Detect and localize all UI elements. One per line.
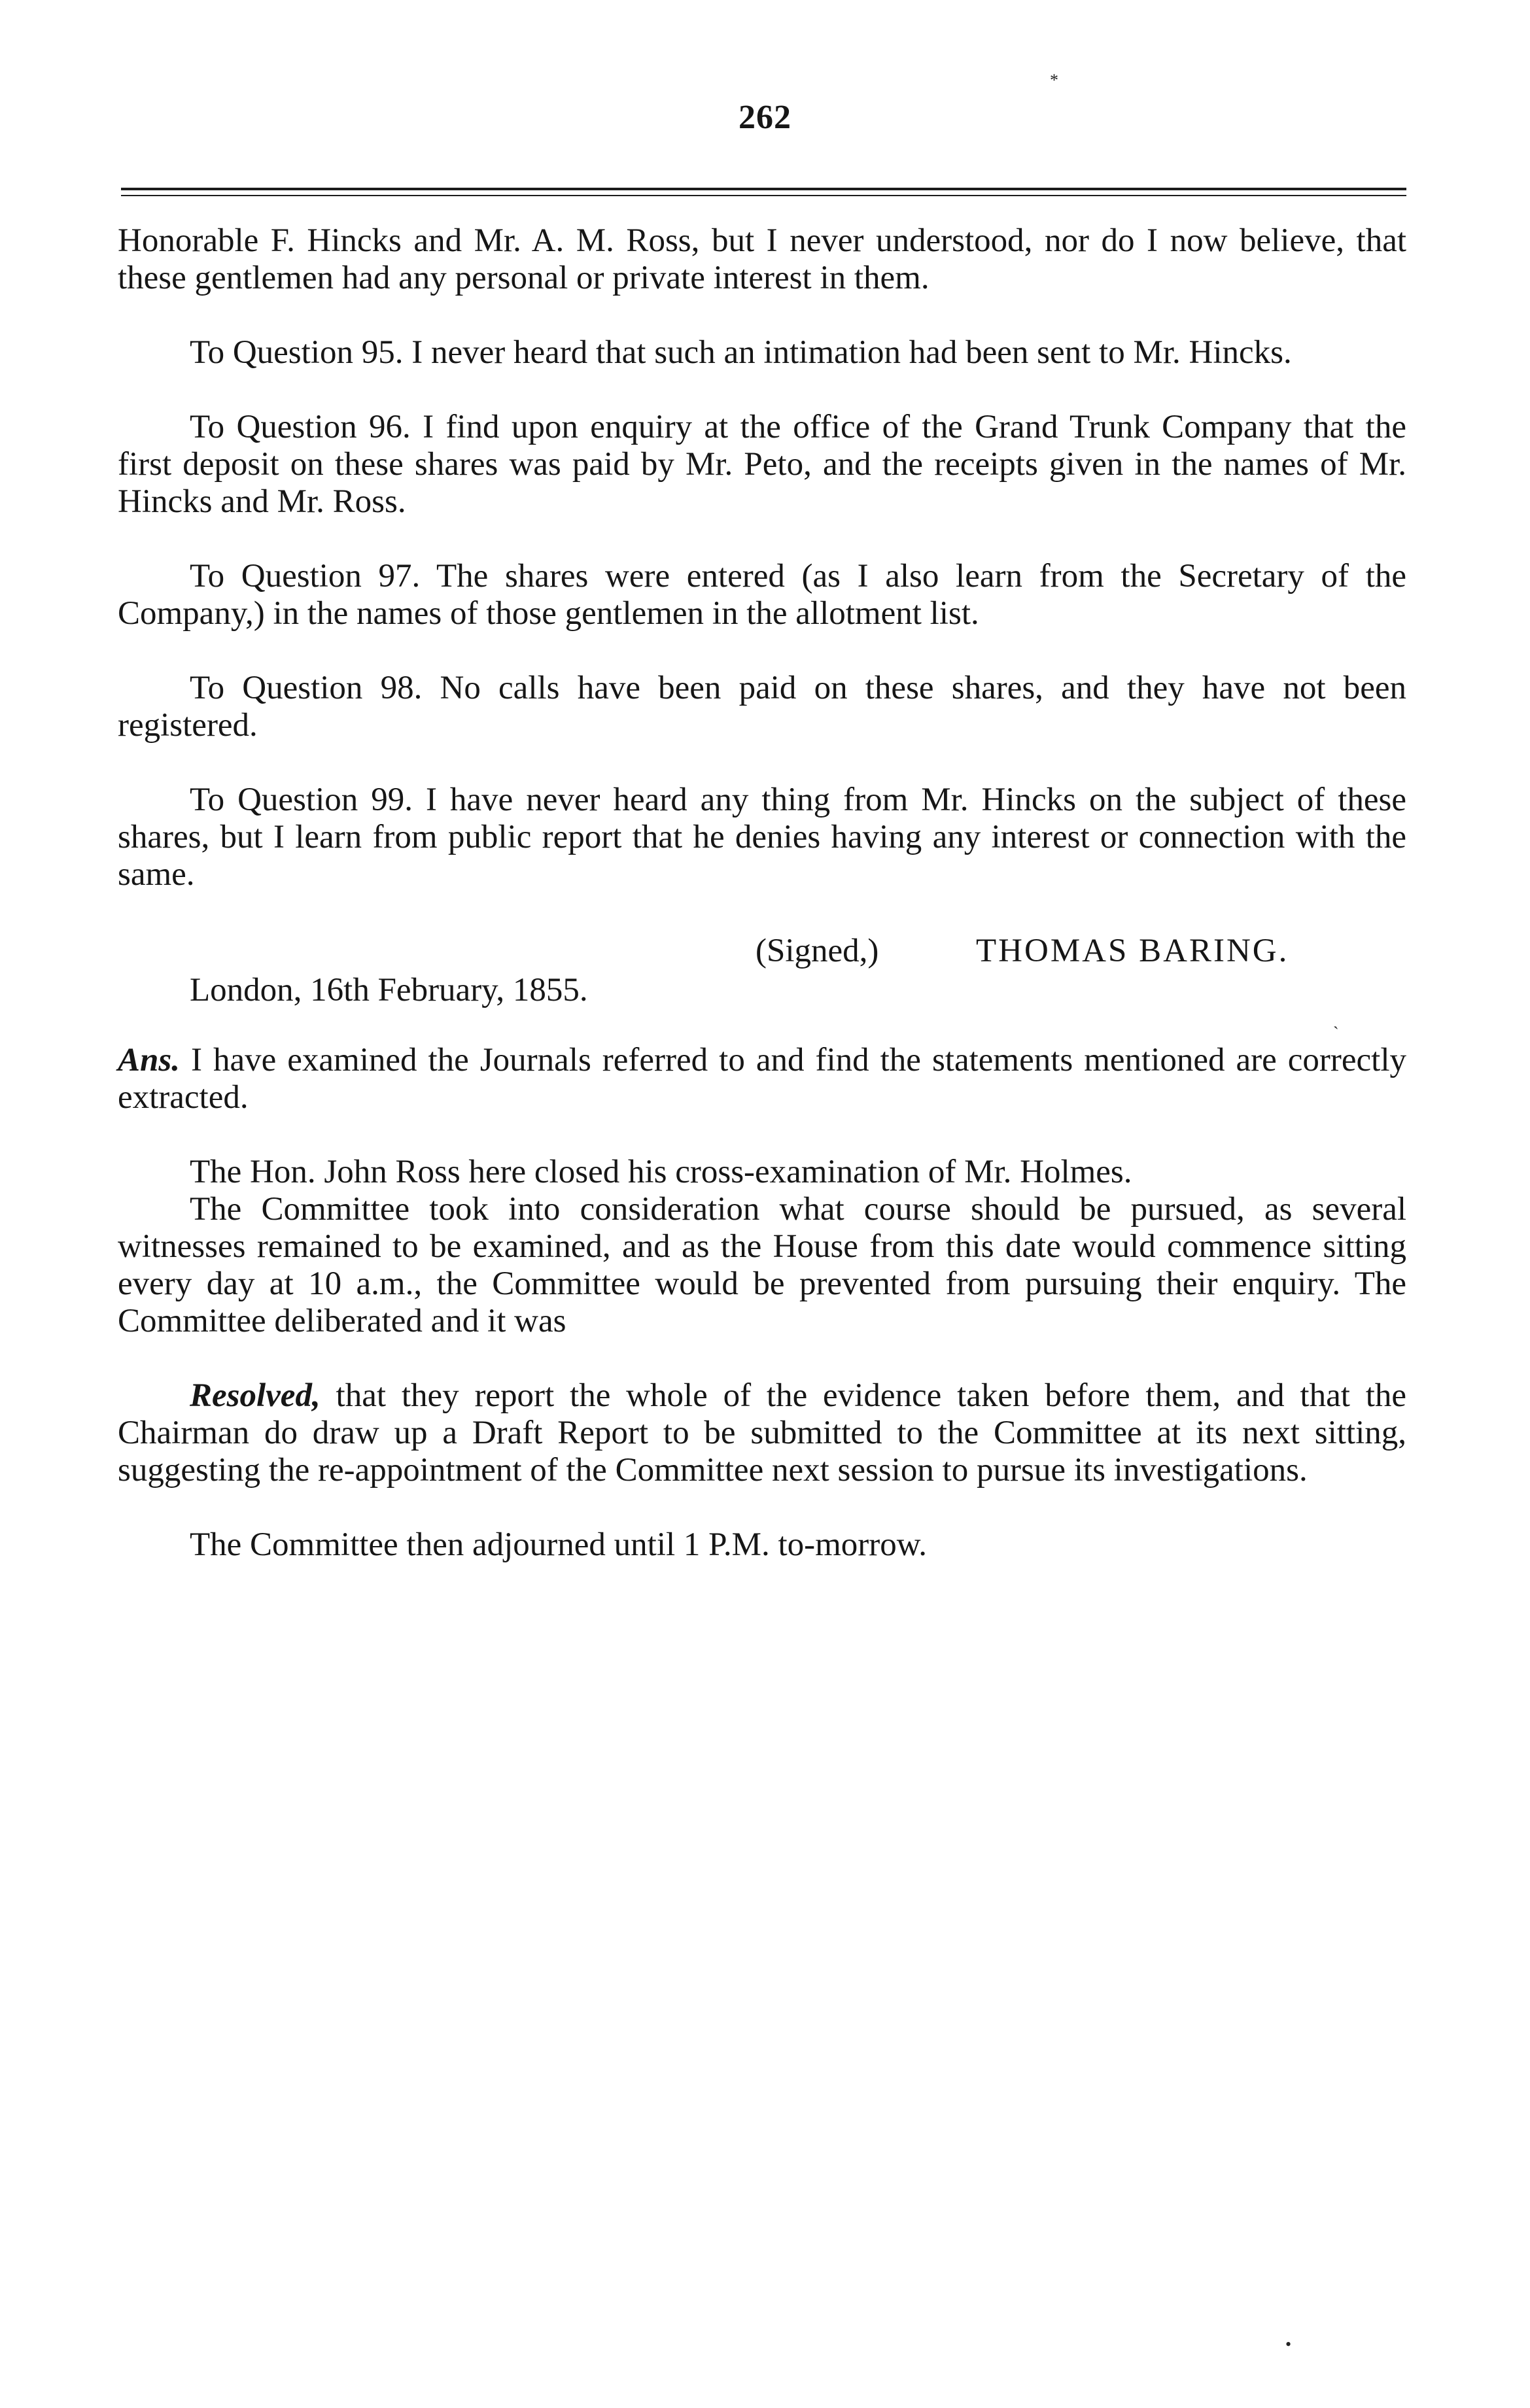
answer-question-95: To Question 95. I never heard that such an intimation had been sent to Mr. Hincks. (190, 334, 1292, 371)
ink-mark-mid: ` (1333, 1023, 1339, 1042)
signature-line (118, 933, 1406, 972)
body-text (118, 222, 1406, 1564)
header-rule-thin (121, 195, 1406, 196)
answer-question-98: To Question 98. No calls have been paid on these shares, and they have not been registered. (118, 670, 1406, 744)
page-number: 262 (739, 99, 791, 136)
answer-label: Ans. (118, 1042, 180, 1078)
proceedings-consideration: The Committee took into consideration what course should be pursued, as several witnesses remained to be examined, and as the House from this date would commence sitting every day at 10 a.m., the Committee would be prevented from pursuing their enquiry. The Committee deliberated and it was (118, 1191, 1406, 1339)
ink-mark-bottom: • (1285, 2335, 1292, 2354)
answer-text: I have examined the Journals referred to and find the statements mentioned are correctly extracted. (118, 1042, 1406, 1116)
answer-question-99: To Question 99. I have never heard any thing from Mr. Hincks on the subject of these shares, but I learn from public report that he denies having any interest or connection with the same. (118, 782, 1406, 893)
answer-question-96: To Question 96. I find upon enquiry at the office of the Grand Trunk Company that the first deposit on these shares was paid by Mr. Peto, and the receipts given in the names of Mr. Hincks and Mr. Ross. (118, 409, 1406, 520)
date-line: London, 16th February, 1855. (190, 972, 588, 1008)
paragraph-continuation: Honorable F. Hincks and Mr. A. M. Ross, but I never understood, nor do I now believe, that these gentlemen had any personal or private interest in them. (118, 222, 1406, 296)
resolution-paragraph (118, 1377, 1406, 1489)
answer-question-97: To Question 97. The shares were entered (as I also learn from the Secretary of the Company,) in the names of those gentlemen in the allotment list. (118, 558, 1406, 632)
proceedings-closed: The Hon. John Ross here closed his cross-examination of Mr. Holmes. (190, 1154, 1132, 1190)
signatory-name: THOMAS BARING. (976, 933, 1289, 969)
answer-paragraph (118, 1042, 1406, 1116)
header-rule-thick (121, 188, 1406, 190)
closing-line: The Committee then adjourned until 1 P.M. to-morrow. (190, 1526, 928, 1563)
signed-label: (Signed,) (756, 933, 879, 969)
resolution-text: that they report the whole of the evidence taken before them, and that the Chairman do draw up a Draft Report to be submitted to the Committee at its next sitting, suggesting the re-appointment of the Committee next session to pursue its investigations. (118, 1377, 1406, 1488)
ink-mark-top: * (1050, 71, 1058, 90)
resolution-label: Resolved, (190, 1377, 321, 1414)
